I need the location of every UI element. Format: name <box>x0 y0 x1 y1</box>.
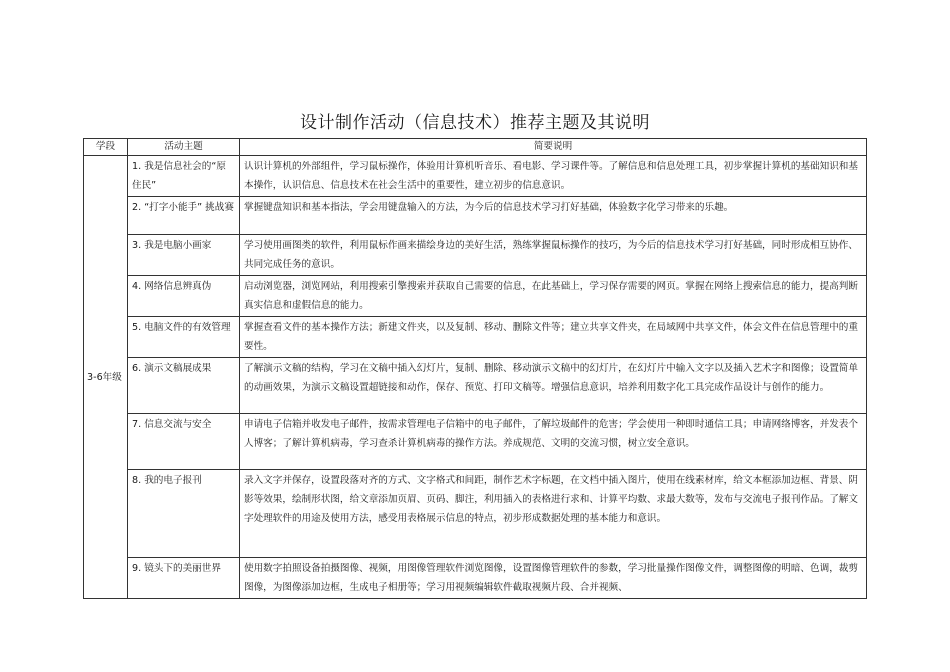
desc-cell: 录入文字并保存，设置段落对齐的方式、文字格式和间距，制作艺术字标题，在文档中插入图片，使用在线素材库，给文本框添加边框、背景、阴影等效果，绘制形状图，给文章添加页眉、页码、脚注，利用插入的表格进行求和、计算平均数、求最大数等，发布与交流电子报刊作品。了解文字处理软件的用途及使用方法，感受用表格展示信息的特点，初步形成数据处理的基本能力和意识。 <box>240 470 867 558</box>
desc-cell: 了解演示文稿的结构，学习在文稿中插入幻灯片，复制、删除、移动演示文稿中的幻灯片，在幻灯片中输入文字以及插入艺术字和图像；设置简单的动画效果，为演示文稿设置超链接和动作，保存、预览、打印文稿等。增强信息意识，培养利用数字化工具完成作品设计与创作的能力。 <box>240 358 867 414</box>
header-grade: 学段 <box>84 139 128 156</box>
desc-cell: 申请电子信箱并收发电子邮件，按需求管理电子信箱中的电子邮件，了解垃圾邮件的危害；学会使用一种即时通信工具；申请网络博客，并发表个人博客；了解计算机病毒，学习查杀计算机病毒的操作方法。养成规范、文明的交流习惯，树立安全意识。 <box>240 414 867 470</box>
header-desc: 简要说明 <box>240 139 867 156</box>
topic-cell: 7. 信息交流与安全 <box>128 414 240 470</box>
topic-cell: 6. 演示文稿展成果 <box>128 358 240 414</box>
table-row <box>84 197 867 235</box>
topic-cell: 5. 电脑文件的有效管理 <box>128 317 240 358</box>
table-row <box>84 558 867 599</box>
table-row <box>84 358 867 414</box>
topic-cell: 3. 我是电脑小画家 <box>128 235 240 276</box>
desc-cell: 学习使用画图类的软件，利用鼠标作画来描绘身边的美好生活，熟练掌握鼠标操作的技巧，为今后的信息技术学习打好基础，同时形成相互协作、共同完成任务的意识。 <box>240 235 867 276</box>
grade-cell: 3-6年级 <box>84 156 128 599</box>
desc-cell: 认识计算机的外部组件，学习鼠标操作，体验用计算机听音乐、看电影、学习课件等。了解信息和信息处理工具，初步掌握计算机的基础知识和基本操作，认识信息、信息技术在社会生活中的重要性，建立初步的信息意识。 <box>240 156 867 197</box>
table-row <box>84 276 867 317</box>
topic-cell: 1. 我是信息社会的“原住民” <box>128 156 240 197</box>
desc-cell <box>240 558 867 599</box>
table-row <box>84 156 867 197</box>
topics-table <box>83 138 867 599</box>
topic-cell: 4. 网络信息辨真伪 <box>128 276 240 317</box>
topic-cell: 8. 我的电子报刊 <box>128 470 240 558</box>
table-header-row <box>84 139 867 156</box>
desc-cell: 掌握键盘知识和基本指法，学会用键盘输入的方法，为今后的信息技术学习打好基础，体验数字化学习带来的乐趣。 <box>240 197 867 235</box>
desc-text: 使用数字拍照设备拍摄图像、视频，用图像管理软件浏览图像，设置图像管理软件的参数，学习批量操作图像文件，调整图像的明暗、色调，裁剪图像，为图像添加边框，生成电子相册等；学习用视频编辑软件截取视频片段、合并视频、 <box>244 563 858 593</box>
table-row <box>84 414 867 470</box>
header-topic: 活动主题 <box>128 139 240 156</box>
desc-cell: 掌握查看文件的基本操作方法；新建文件夹，以及复制、移动、删除文件等；建立共享文件夹，在局域网中共享文件，体会文件在信息管理中的重要性。 <box>240 317 867 358</box>
page-title: 设计制作活动（信息技术）推荐主题及其说明 <box>300 113 650 133</box>
table-row <box>84 470 867 558</box>
topic-cell: 9. 镜头下的美丽世界 <box>128 558 240 599</box>
desc-cell: 启动浏览器，浏览网站，利用搜索引擎搜索并获取自己需要的信息，在此基础上，学习保存需要的网页。掌握在网络上搜索信息的能力，提高判断真实信息和虚假信息的能力。 <box>240 276 867 317</box>
table-row <box>84 235 867 276</box>
topic-cell: 2. “打字小能手” 挑战赛 <box>128 197 240 235</box>
table-row <box>84 317 867 358</box>
